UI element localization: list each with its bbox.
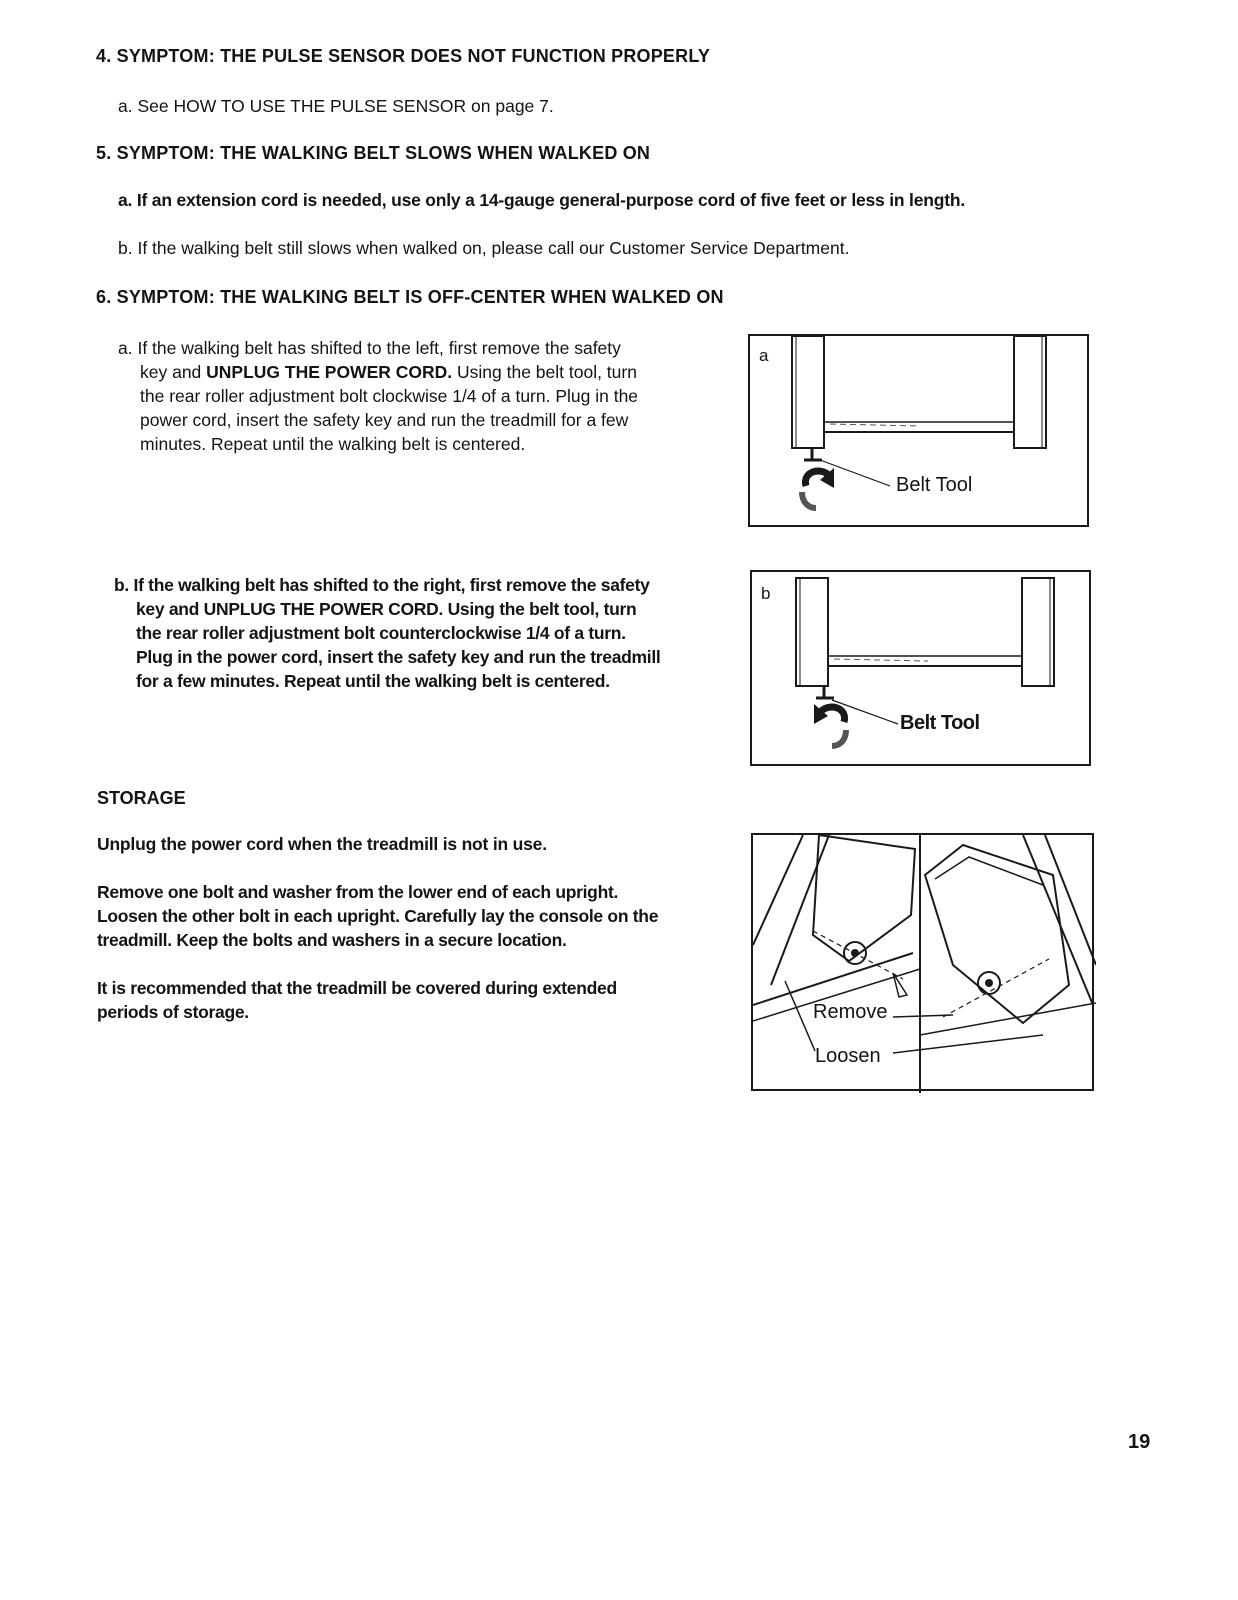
storage-para-2 xyxy=(97,880,658,952)
step-b-text: key and xyxy=(136,599,204,619)
symptom-4-heading: 4. SYMPTOM: THE PULSE SENSOR DOES NOT FUNCTION PROPERLY xyxy=(96,46,711,66)
figure-storage-drawing xyxy=(753,835,1096,1093)
step-b-line: b. If the walking belt has shifted to the right, first remove the safety xyxy=(114,575,650,595)
step-b-line xyxy=(114,597,660,621)
step-b-line: for a few minutes. Repeat until the walking belt is centered. xyxy=(136,671,610,691)
figure-a-label: a xyxy=(759,346,769,365)
symptom-5-heading: 5. SYMPTOM: THE WALKING BELT SLOWS WHEN WALKED ON xyxy=(96,143,651,163)
storage-remove-callout: Remove xyxy=(813,1001,888,1023)
unplug-warning: UNPLUG THE POWER CORD. xyxy=(206,362,453,382)
symptom-6-heading: 6. SYMPTOM: THE WALKING BELT IS OFF-CENTER WHEN WALKED ON xyxy=(96,287,724,307)
step-a-line xyxy=(118,360,638,384)
figure-b-belt-tool-callout: Belt Tool xyxy=(900,712,980,734)
storage-heading: STORAGE xyxy=(97,788,186,808)
page-number: 19 xyxy=(1128,1431,1151,1453)
storage-para-2-line: treadmill. Keep the bolts and washers in a secure location. xyxy=(97,930,567,950)
figure-a-drawing xyxy=(750,336,1091,529)
symptom-6-step-b xyxy=(114,573,660,693)
unplug-warning: UNPLUG THE POWER CORD. xyxy=(203,599,444,619)
figure-a-belt-tool-callout: Belt Tool xyxy=(896,474,973,496)
figure-b-drawing xyxy=(752,572,1093,768)
storage-loosen-callout: Loosen xyxy=(815,1045,881,1067)
step-b-line: the rear roller adjustment bolt counterclockwise 1/4 of a turn. xyxy=(136,623,626,643)
figure-b-label: b xyxy=(761,584,771,603)
figure-storage-uprights xyxy=(751,833,1094,1091)
figure-a-belt-left xyxy=(748,334,1089,527)
symptom-5-step-a: a. If an extension cord is needed, use only a 14-gauge general-purpose cord of five feet or less in length. xyxy=(118,190,966,210)
step-a-line: a. If the walking belt has shifted to the left, first remove the safety xyxy=(118,338,621,358)
symptom-4-step-a: a. See HOW TO USE THE PULSE SENSOR on page 7. xyxy=(118,96,554,116)
step-a-line: the rear roller adjustment bolt clockwise 1/4 of a turn. Plug in the xyxy=(140,386,639,406)
step-a-line: minutes. Repeat until the walking belt is centered. xyxy=(140,434,526,454)
storage-para-3 xyxy=(97,976,617,1024)
step-a-text: key and xyxy=(140,362,207,382)
storage-para-2-line: Loosen the other bolt in each upright. Carefully lay the console on the xyxy=(97,906,659,926)
storage-para-2-line: Remove one bolt and washer from the lower end of each upright. xyxy=(97,882,619,902)
figure-b-belt-right xyxy=(750,570,1091,766)
step-b-line: Plug in the power cord, insert the safety key and run the treadmill xyxy=(136,647,661,667)
symptom-6-step-a xyxy=(118,336,638,456)
storage-para-3-line: periods of storage. xyxy=(97,1002,249,1022)
storage-para-1: Unplug the power cord when the treadmill is not in use. xyxy=(97,834,547,854)
symptom-5-step-b: b. If the walking belt still slows when walked on, please call our Customer Service Department. xyxy=(118,238,850,258)
step-a-line: power cord, insert the safety key and run the treadmill for a few xyxy=(140,410,629,430)
step-a-text: Using the belt tool, turn xyxy=(452,362,637,382)
storage-para-3-line: It is recommended that the treadmill be covered during extended xyxy=(97,978,617,998)
step-b-text: Using the belt tool, turn xyxy=(443,599,637,619)
